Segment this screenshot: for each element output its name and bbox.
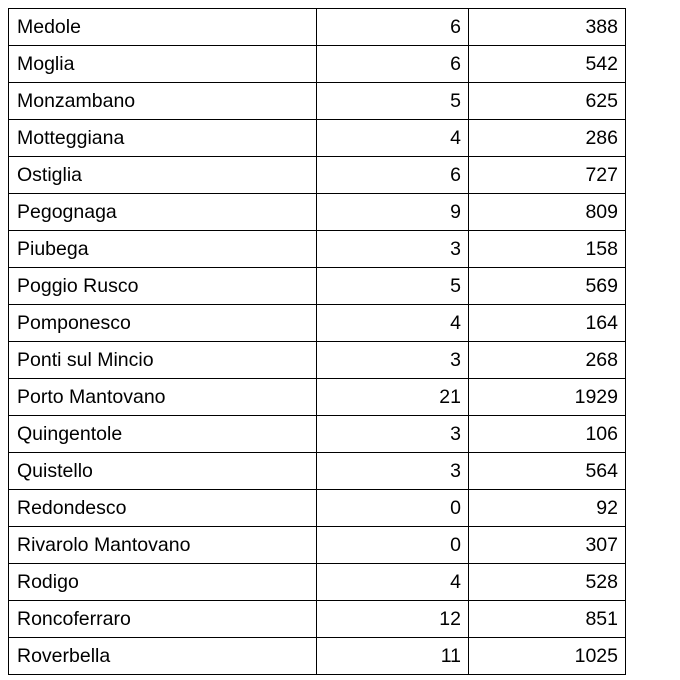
value-b-cell[interactable]: 158 xyxy=(469,231,626,268)
value-a-cell[interactable]: 3 xyxy=(317,231,469,268)
value-a-cell[interactable]: 3 xyxy=(317,416,469,453)
value-b-cell[interactable]: 388 xyxy=(469,9,626,46)
data-table xyxy=(8,8,626,675)
table-row xyxy=(9,46,626,83)
municipality-cell[interactable]: Ostiglia xyxy=(9,157,317,194)
table-row xyxy=(9,527,626,564)
value-b-cell[interactable]: 809 xyxy=(469,194,626,231)
value-a-cell[interactable]: 21 xyxy=(317,379,469,416)
municipality-cell[interactable]: Pegognaga xyxy=(9,194,317,231)
table-row xyxy=(9,490,626,527)
value-b-cell[interactable]: 1025 xyxy=(469,638,626,675)
value-b-cell[interactable]: 106 xyxy=(469,416,626,453)
table-row xyxy=(9,379,626,416)
table-row xyxy=(9,83,626,120)
municipality-cell[interactable]: Roncoferraro xyxy=(9,601,317,638)
value-a-cell[interactable]: 3 xyxy=(317,453,469,490)
value-b-cell[interactable]: 542 xyxy=(469,46,626,83)
value-a-cell[interactable]: 11 xyxy=(317,638,469,675)
value-b-cell[interactable]: 164 xyxy=(469,305,626,342)
value-b-cell[interactable]: 307 xyxy=(469,527,626,564)
table-row xyxy=(9,342,626,379)
value-b-cell[interactable]: 851 xyxy=(469,601,626,638)
value-b-cell[interactable]: 268 xyxy=(469,342,626,379)
municipality-cell[interactable]: Monzambano xyxy=(9,83,317,120)
municipality-cell[interactable]: Rivarolo Mantovano xyxy=(9,527,317,564)
table-row xyxy=(9,416,626,453)
table-row xyxy=(9,231,626,268)
municipality-cell[interactable]: Pomponesco xyxy=(9,305,317,342)
municipality-cell[interactable]: Rodigo xyxy=(9,564,317,601)
municipality-cell[interactable]: Redondesco xyxy=(9,490,317,527)
municipality-cell[interactable]: Piubega xyxy=(9,231,317,268)
table-row xyxy=(9,638,626,675)
value-a-cell[interactable]: 4 xyxy=(317,564,469,601)
value-a-cell[interactable]: 6 xyxy=(317,46,469,83)
table-row xyxy=(9,268,626,305)
value-a-cell[interactable]: 0 xyxy=(317,490,469,527)
value-a-cell[interactable]: 0 xyxy=(317,527,469,564)
value-a-cell[interactable]: 9 xyxy=(317,194,469,231)
value-b-cell[interactable]: 569 xyxy=(469,268,626,305)
value-a-cell[interactable]: 4 xyxy=(317,305,469,342)
municipality-cell[interactable]: Moglia xyxy=(9,46,317,83)
table-body xyxy=(9,9,626,675)
value-b-cell[interactable]: 564 xyxy=(469,453,626,490)
table-row xyxy=(9,305,626,342)
municipality-cell[interactable]: Ponti sul Mincio xyxy=(9,342,317,379)
table-row xyxy=(9,564,626,601)
municipality-cell[interactable]: Medole xyxy=(9,9,317,46)
value-a-cell[interactable]: 6 xyxy=(317,157,469,194)
table-row xyxy=(9,194,626,231)
value-b-cell[interactable]: 625 xyxy=(469,83,626,120)
table-row xyxy=(9,601,626,638)
value-a-cell[interactable]: 5 xyxy=(317,268,469,305)
municipality-cell[interactable]: Poggio Rusco xyxy=(9,268,317,305)
table-row xyxy=(9,453,626,490)
table-row xyxy=(9,157,626,194)
table-row xyxy=(9,9,626,46)
value-b-cell[interactable]: 92 xyxy=(469,490,626,527)
value-a-cell[interactable]: 3 xyxy=(317,342,469,379)
value-a-cell[interactable]: 4 xyxy=(317,120,469,157)
municipality-cell[interactable]: Porto Mantovano xyxy=(9,379,317,416)
value-b-cell[interactable]: 727 xyxy=(469,157,626,194)
municipality-cell[interactable]: Quingentole xyxy=(9,416,317,453)
value-b-cell[interactable]: 286 xyxy=(469,120,626,157)
value-a-cell[interactable]: 12 xyxy=(317,601,469,638)
value-b-cell[interactable]: 1929 xyxy=(469,379,626,416)
table-row xyxy=(9,120,626,157)
municipality-cell[interactable]: Quistello xyxy=(9,453,317,490)
municipality-cell[interactable]: Roverbella xyxy=(9,638,317,675)
value-a-cell[interactable]: 6 xyxy=(317,9,469,46)
value-b-cell[interactable]: 528 xyxy=(469,564,626,601)
value-a-cell[interactable]: 5 xyxy=(317,83,469,120)
municipality-cell[interactable]: Motteggiana xyxy=(9,120,317,157)
